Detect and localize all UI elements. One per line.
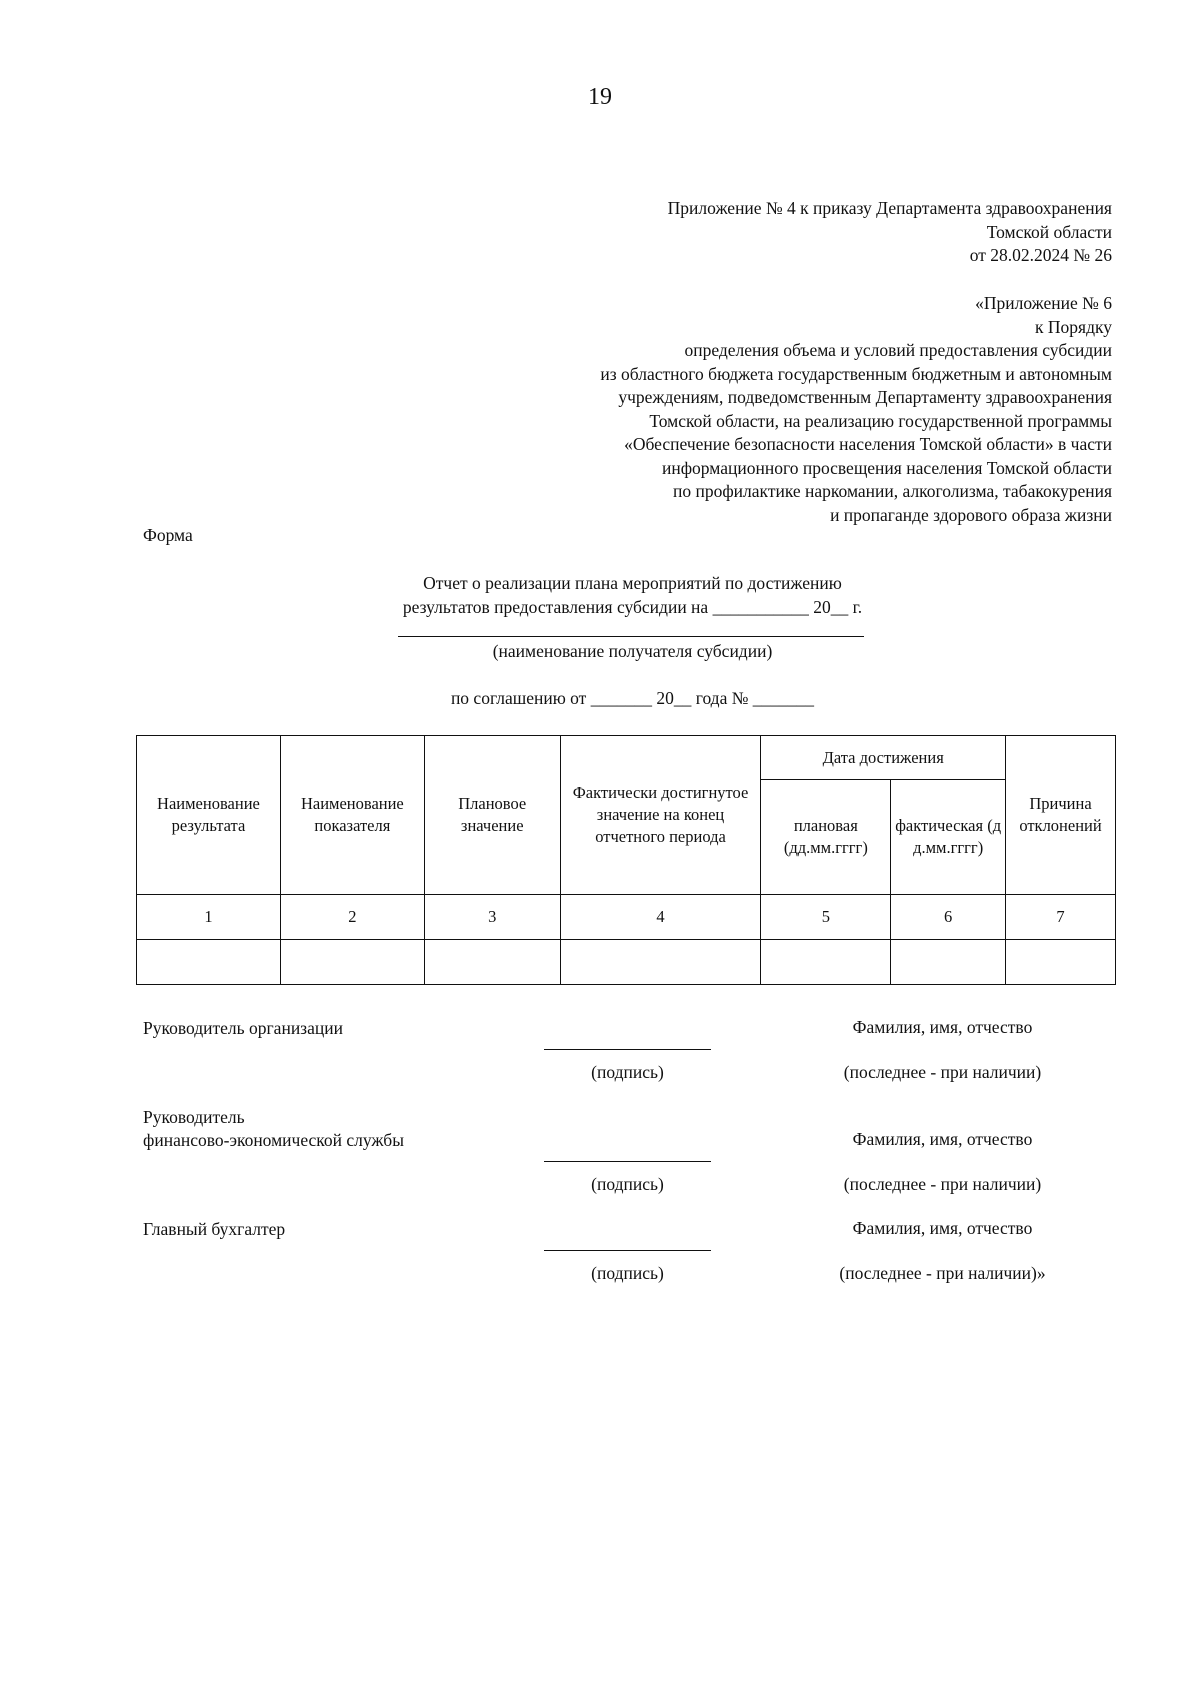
appendix-6-line: информационного просвещения населения Томской области: [661, 457, 1112, 478]
signature-caption: (подпись): [591, 1062, 664, 1082]
column-number: 7: [1006, 895, 1116, 940]
header-actual-value: Фактически достигнутое значение на конец отчетного периода: [560, 736, 761, 895]
appendix-header-line: Приложение № 4 к приказу Департамента здравоохранения: [667, 198, 1112, 218]
header-achievement-date: Дата достижения: [761, 736, 1006, 780]
recipient-caption: (наименование получателя субсидии): [492, 641, 773, 661]
appendix-6-line: и пропаганде здорового образа жизни: [830, 504, 1112, 525]
fio-note: (последнее - при наличии): [843, 1062, 1042, 1082]
appendix-6-line: «Приложение № 6: [975, 293, 1112, 313]
appendix-6-line: определения объема и условий предоставления субсидии: [684, 340, 1112, 360]
signature-line: [544, 1049, 711, 1050]
appendix-header-line: от 28.02.2024 № 26: [969, 245, 1112, 265]
report-title-line: результатов предоставления субсидии на ___________ 20__ г.: [402, 596, 863, 617]
signer-role-finance: [143, 1106, 404, 1152]
appendix-6-line: к Порядку: [1035, 316, 1112, 337]
signature-caption: (подпись): [591, 1263, 664, 1283]
column-number: 1: [137, 895, 281, 940]
page-number: 19: [588, 84, 612, 110]
header-planned-date: плановая (дд.мм.гггг): [761, 780, 891, 895]
header-planned-value: Плановое значение: [424, 736, 560, 895]
table-cell: [560, 940, 761, 985]
report-title: [0, 572, 1200, 619]
signature-caption: (подпись): [591, 1174, 664, 1194]
column-number: 3: [424, 895, 560, 940]
column-number-row: [137, 895, 1116, 940]
column-number: 4: [560, 895, 761, 940]
header-indicator-name: Наименование показателя: [280, 736, 424, 895]
form-label: Форма: [143, 525, 193, 545]
signature-line: [544, 1161, 711, 1162]
fio-label: Фамилия, имя, отчество: [852, 1218, 1033, 1238]
appendix-6-line: учреждениям, подведомственным Департаменту здравоохранения: [618, 387, 1112, 407]
signature-line: [544, 1250, 711, 1251]
fio-note: (последнее - при наличии): [843, 1174, 1042, 1194]
header-actual-date: фактическая (дд.мм.гггг): [891, 780, 1006, 895]
header-result-name: Наименование результата: [137, 736, 281, 895]
appendix-6-header: [600, 292, 1112, 527]
recipient-blank-line: [398, 636, 864, 637]
appendix-6-line: по профилактике наркомании, алкоголизма, табакокурения: [672, 481, 1112, 501]
column-number: 6: [891, 895, 1006, 940]
fio-label: Фамилия, имя, отчество: [852, 1129, 1033, 1149]
table-row: [137, 940, 1116, 985]
column-number: 5: [761, 895, 891, 940]
table-cell: [280, 940, 424, 985]
header-deviation-reason: Причина отклонений: [1006, 736, 1116, 895]
appendix-6-line: «Обеспечение безопасности населения Томской области» в части: [624, 434, 1112, 454]
appendix-6-line: из областного бюджета государственным бюджетным и автономным: [600, 363, 1112, 384]
table-cell: [891, 940, 1006, 985]
signer-role-head: Руководитель организации: [143, 1018, 343, 1038]
fio-note: (последнее - при наличии)»: [839, 1263, 1046, 1283]
table-cell: [137, 940, 281, 985]
appendix-header-line: Томской области: [986, 221, 1112, 242]
column-number: 2: [280, 895, 424, 940]
signer-role-line: Руководитель: [143, 1107, 245, 1127]
appendix-6-line: Томской области, на реализацию государственной программы: [649, 410, 1112, 431]
fio-label: Фамилия, имя, отчество: [852, 1017, 1033, 1037]
appendix-header: [668, 197, 1112, 268]
signer-role-accountant: Главный бухгалтер: [143, 1219, 286, 1239]
report-table: [136, 735, 1116, 985]
table-cell: [424, 940, 560, 985]
table-cell: [761, 940, 891, 985]
table-cell: [1006, 940, 1116, 985]
report-title-line: Отчет о реализации плана мероприятий по достижению: [423, 573, 842, 593]
agreement-line: по соглашению от _______ 20__ года № _______: [450, 688, 815, 708]
signer-role-line: финансово-экономической службы: [143, 1130, 404, 1150]
